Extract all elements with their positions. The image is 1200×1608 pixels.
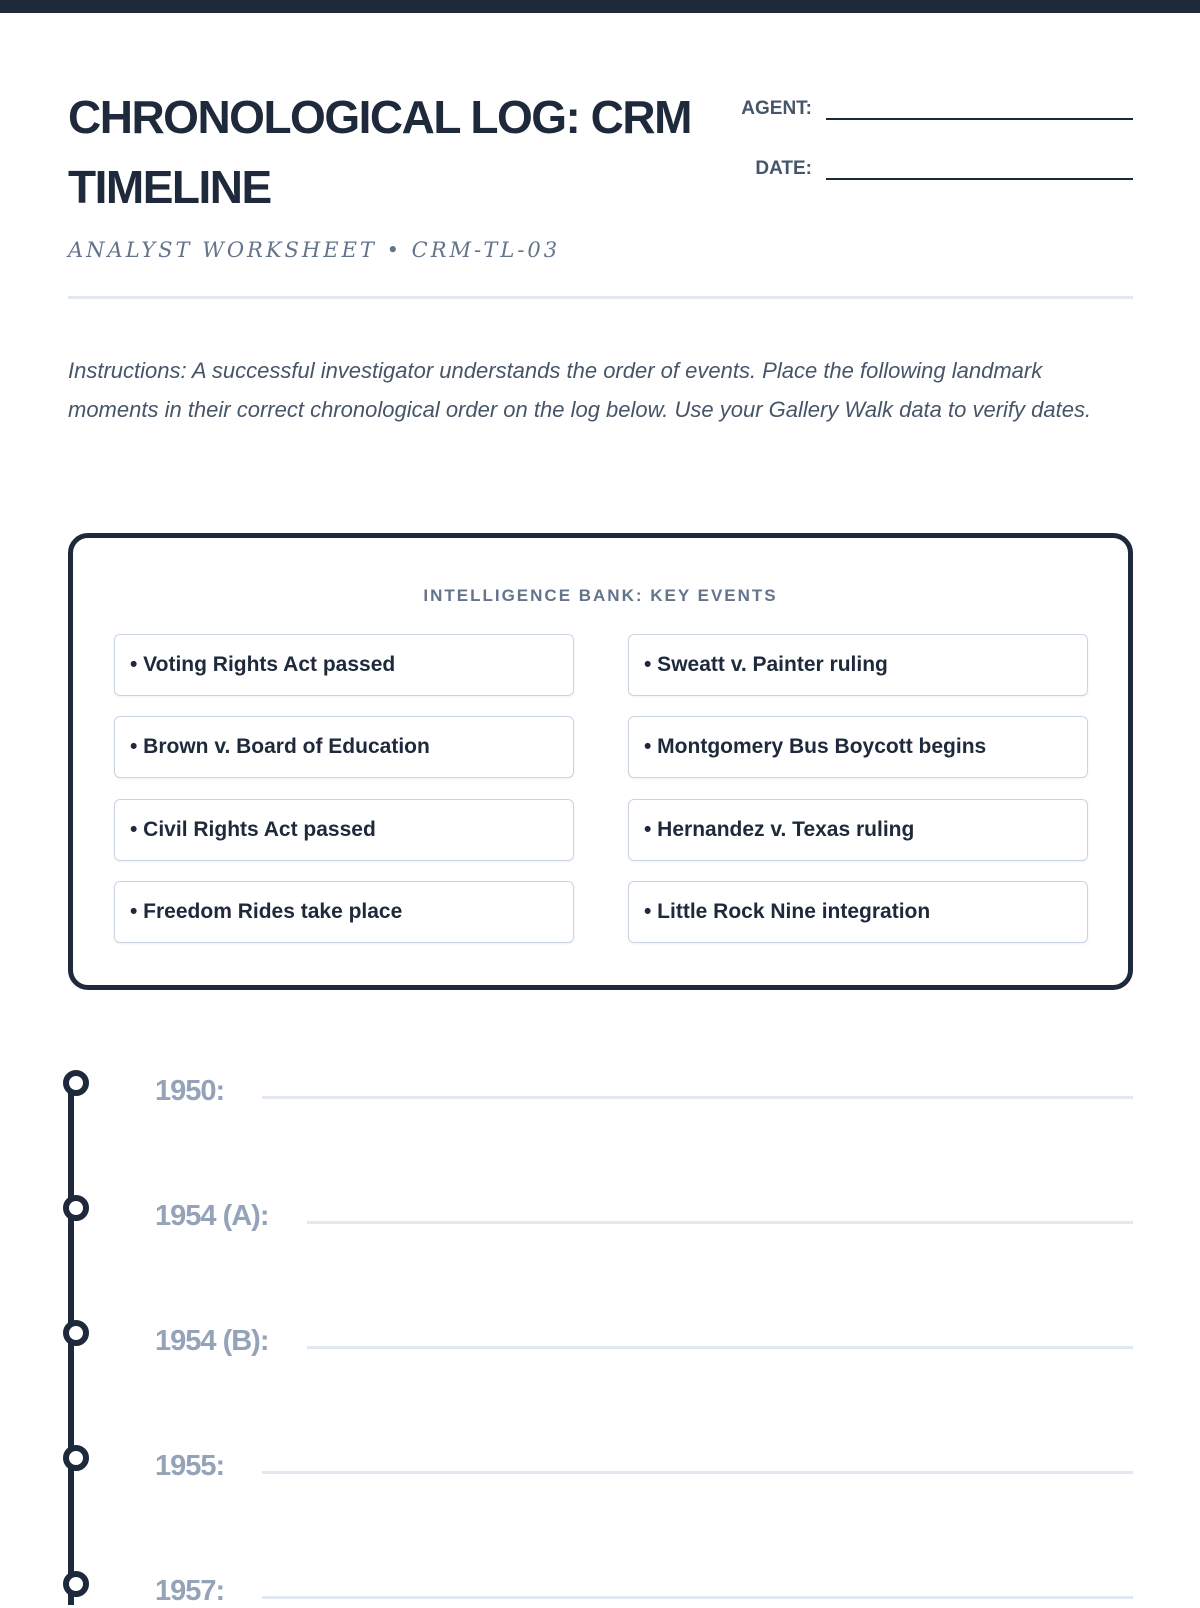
answer-line[interactable] [307, 1346, 1134, 1349]
agent-label: AGENT: [741, 98, 812, 119]
bank-title: INTELLIGENCE BANK: KEY EVENTS [423, 586, 778, 605]
event-card: • Hernandez v. Texas ruling [628, 799, 1088, 861]
year-label: 1954 (B): [155, 1325, 269, 1357]
timeline-node-icon [63, 1445, 89, 1471]
timeline-entry [155, 1200, 1133, 1233]
date-label: DATE: [755, 158, 812, 179]
intelligence-bank [68, 533, 1133, 990]
instructions: Instructions: A successful investigator understands the order of events. Place the following landmark moments in their correct chronological order on the log below. Use your Gallery Walk data to verify dates. [68, 358, 1092, 422]
date-input-line[interactable] [826, 158, 1133, 180]
timeline-entry [155, 1450, 1133, 1483]
subtitle: ANALYST WORKSHEET • CRM-TL-03 [68, 238, 561, 262]
event-card: • Little Rock Nine integration [628, 881, 1088, 943]
timeline-entry [155, 1575, 1133, 1608]
top-bar [0, 0, 1200, 13]
answer-line[interactable] [307, 1221, 1134, 1224]
event-card: • Brown v. Board of Education [114, 716, 574, 778]
divider [68, 296, 1133, 299]
timeline-node-icon [63, 1320, 89, 1346]
event-card: • Montgomery Bus Boycott begins [628, 716, 1088, 778]
timeline-entry [155, 1075, 1133, 1108]
timeline-entry [155, 1325, 1133, 1358]
year-label: 1957: [155, 1575, 225, 1607]
page-title: CHRONOLOGICAL LOG: CRM TIMELINE [68, 91, 691, 213]
event-card: • Freedom Rides take place [114, 881, 574, 943]
year-label: 1955: [155, 1450, 225, 1482]
answer-line[interactable] [262, 1471, 1133, 1474]
answer-line[interactable] [262, 1596, 1133, 1599]
event-card: • Civil Rights Act passed [114, 799, 574, 861]
year-label: 1950: [155, 1075, 225, 1107]
answer-line[interactable] [262, 1096, 1133, 1099]
agent-input-line[interactable] [826, 98, 1133, 120]
event-card: • Voting Rights Act passed [114, 634, 574, 696]
timeline-node-icon [63, 1571, 89, 1597]
event-card: • Sweatt v. Painter ruling [628, 634, 1088, 696]
timeline-node-icon [63, 1195, 89, 1221]
agent-field [700, 98, 1133, 120]
year-label: 1954 (A): [155, 1200, 269, 1232]
date-field [700, 158, 1133, 180]
timeline-node-icon [63, 1070, 89, 1096]
